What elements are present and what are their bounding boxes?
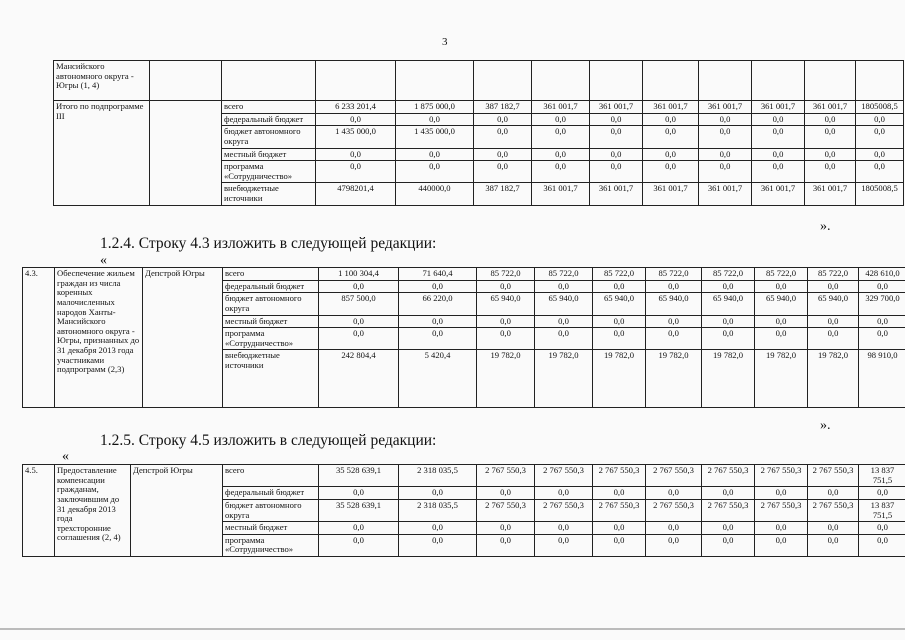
amount-cell: 0,0 [805,113,856,126]
amount-cell: 71 640,4 [399,268,477,281]
amount-cell: 0,0 [396,148,474,161]
amount-cell: 0,0 [859,315,905,328]
amount-cell: 0,0 [646,487,702,500]
amount-cell: 19 782,0 [593,350,646,408]
amount-cell: 0,0 [593,315,646,328]
amount-cell: 0,0 [643,148,699,161]
amount-cell: 361 001,7 [699,101,752,114]
amount-cell: 0,0 [755,280,808,293]
amount-cell: 0,0 [535,522,593,535]
amount-cell: 1 100 304,4 [319,268,399,281]
amount-cell: 85 722,0 [755,268,808,281]
empty-cell [316,61,396,101]
funding-source-label: местный бюджет [223,315,319,328]
executor-name: Депстрой Югры [131,465,223,557]
amount-cell: 0,0 [752,148,805,161]
section-heading-1-2-4: 1.2.4. Строку 4.3 изложить в следующей редакции: [100,235,437,252]
amount-cell: 0,0 [699,113,752,126]
amount-cell: 1805008,5 [856,101,904,114]
scan-bottom-edge [0,628,905,630]
amount-cell: 0,0 [399,280,477,293]
amount-cell: 0,0 [590,126,643,148]
empty-cell [396,61,474,101]
activity-name: Предоставление компенсации гражданам, заключившим до 31 декабря 2013 года трехсторонние соглашения (2, 4) [55,465,131,557]
empty-cell [699,61,752,101]
amount-cell: 0,0 [808,534,859,556]
amount-cell: 0,0 [535,328,593,350]
amount-cell: 0,0 [590,161,643,183]
funding-source-label: программа «Сотрудничество» [222,161,316,183]
amount-cell: 0,0 [399,315,477,328]
amount-cell: 2 767 550,3 [535,499,593,521]
amount-cell: 361 001,7 [643,183,699,205]
subprogram-3-total-table [53,60,904,206]
amount-cell: 0,0 [399,487,477,500]
amount-cell: 0,0 [755,328,808,350]
amount-cell: 0,0 [646,315,702,328]
amount-cell: 0,0 [477,534,535,556]
amount-cell: 0,0 [535,534,593,556]
amount-cell: 35 528 639,1 [319,499,399,521]
amount-cell: 0,0 [808,328,859,350]
funding-source-label: всего [223,465,319,487]
amount-cell: 0,0 [590,113,643,126]
amount-cell: 0,0 [646,280,702,293]
amount-cell: 0,0 [319,522,399,535]
amount-cell: 0,0 [808,522,859,535]
amount-cell: 1805008,5 [856,183,904,205]
funding-source-label: местный бюджет [223,522,319,535]
amount-cell: 361 001,7 [590,183,643,205]
amount-cell: 0,0 [702,534,755,556]
funding-source-label: федеральный бюджет [223,487,319,500]
amount-cell: 1 435 000,0 [316,126,396,148]
amount-cell: 0,0 [535,487,593,500]
amount-cell: 0,0 [643,113,699,126]
amount-cell: 0,0 [535,280,593,293]
amount-cell: 387 182,7 [474,101,532,114]
amount-cell: 19 782,0 [477,350,535,408]
amount-cell: 13 837 751,5 [859,499,905,521]
amount-cell: 0,0 [474,161,532,183]
amount-cell: 0,0 [856,148,904,161]
closing-quote-1: ». [820,219,831,234]
amount-cell: 0,0 [859,280,905,293]
amount-cell: 0,0 [752,113,805,126]
amount-cell: 4798201,4 [316,183,396,205]
amount-cell: 19 782,0 [808,350,859,408]
empty-cell [532,61,590,101]
amount-cell: 361 001,7 [805,183,856,205]
amount-cell: 387 182,7 [474,183,532,205]
amount-cell: 0,0 [532,126,590,148]
section-heading-1-2-5: 1.2.5. Строку 4.5 изложить в следующей редакции: [100,432,437,449]
row-4-5-table [22,464,905,557]
amount-cell: 2 767 550,3 [593,499,646,521]
amount-cell: 0,0 [699,148,752,161]
amount-cell: 66 220,0 [399,293,477,315]
amount-cell: 0,0 [805,148,856,161]
amount-cell: 35 528 639,1 [319,465,399,487]
amount-cell: 0,0 [755,534,808,556]
amount-cell: 0,0 [399,534,477,556]
funding-source-label: программа «Сотрудничество» [223,534,319,556]
opening-quote-3: « [62,449,69,464]
amount-cell: 5 420,4 [399,350,477,408]
amount-cell: 0,0 [399,328,477,350]
amount-cell: 0,0 [474,148,532,161]
amount-cell: 0,0 [702,315,755,328]
amount-cell: 0,0 [646,534,702,556]
amount-cell: 65 940,0 [755,293,808,315]
amount-cell: 0,0 [319,328,399,350]
amount-cell: 0,0 [702,280,755,293]
table-row [23,465,905,487]
amount-cell: 0,0 [593,522,646,535]
amount-cell: 0,0 [856,126,904,148]
amount-cell: 440000,0 [396,183,474,205]
empty-cell [222,61,316,101]
amount-cell: 0,0 [319,280,399,293]
amount-cell: 2 767 550,3 [535,465,593,487]
amount-cell: 19 782,0 [646,350,702,408]
amount-cell: 0,0 [702,328,755,350]
table-row [54,61,904,101]
amount-cell: 0,0 [808,315,859,328]
amount-cell: 0,0 [593,280,646,293]
amount-cell: 6 233 201,4 [316,101,396,114]
amount-cell: 0,0 [532,161,590,183]
amount-cell: 0,0 [699,161,752,183]
amount-cell: 0,0 [474,113,532,126]
amount-cell: 0,0 [474,126,532,148]
amount-cell: 19 782,0 [535,350,593,408]
funding-source-label: программа «Сотрудничество» [223,328,319,350]
amount-cell: 0,0 [593,534,646,556]
amount-cell: 19 782,0 [755,350,808,408]
amount-cell: 0,0 [859,487,905,500]
funding-source-label: всего [223,268,319,281]
empty-cell [752,61,805,101]
amount-cell: 0,0 [396,113,474,126]
amount-cell: 19 782,0 [702,350,755,408]
empty-cell [856,61,904,101]
amount-cell: 361 001,7 [752,183,805,205]
amount-cell: 2 767 550,3 [593,465,646,487]
amount-cell: 13 837 751,5 [859,465,905,487]
opening-quote-2: « [100,253,107,268]
amount-cell: 0,0 [477,315,535,328]
amount-cell: 0,0 [593,328,646,350]
amount-cell: 0,0 [702,487,755,500]
table-row [23,268,905,281]
amount-cell: 65 940,0 [808,293,859,315]
amount-cell: 0,0 [477,280,535,293]
amount-cell: 0,0 [859,522,905,535]
amount-cell: 85 722,0 [535,268,593,281]
amount-cell: 0,0 [316,148,396,161]
funding-source-label: всего [222,101,316,114]
amount-cell: 85 722,0 [646,268,702,281]
amount-cell: 0,0 [755,522,808,535]
amount-cell: 85 722,0 [593,268,646,281]
funding-source-label: бюджет автономного округа [222,126,316,148]
funding-source-label: федеральный бюджет [223,280,319,293]
amount-cell: 329 700,0 [859,293,905,315]
amount-cell: 0,0 [755,487,808,500]
amount-cell: 0,0 [535,315,593,328]
amount-cell: 0,0 [477,522,535,535]
amount-cell: 85 722,0 [702,268,755,281]
amount-cell: 0,0 [808,487,859,500]
amount-cell: 2 767 550,3 [477,499,535,521]
empty-cell [643,61,699,101]
amount-cell: 0,0 [805,126,856,148]
amount-cell: 0,0 [590,148,643,161]
amount-cell: 1 435 000,0 [396,126,474,148]
amount-cell: 0,0 [319,315,399,328]
subprogram-total-label: Итого по подпрограмме III [54,101,150,206]
amount-cell: 0,0 [646,328,702,350]
amount-cell: 65 940,0 [535,293,593,315]
activity-name: Обеспечение жильем граждан из числа коренных малочисленных народов Ханты-Мансийского автономного округа - Югры, признанных до 31 декабря 2013 года участниками подпрограмм (2,3) [55,268,143,408]
page-number: 3 [442,36,448,48]
amount-cell: 0,0 [396,161,474,183]
row-4-3-table [22,267,905,408]
amount-cell: 0,0 [859,328,905,350]
amount-cell: 361 001,7 [752,101,805,114]
amount-cell: 0,0 [477,328,535,350]
amount-cell: 2 767 550,3 [702,499,755,521]
funding-source-label: федеральный бюджет [222,113,316,126]
amount-cell: 85 722,0 [477,268,535,281]
empty-cell [590,61,643,101]
empty-cell [150,61,222,101]
funding-source-label: бюджет автономного округа [223,293,319,315]
amount-cell: 65 940,0 [477,293,535,315]
amount-cell: 0,0 [643,161,699,183]
amount-cell: 361 001,7 [805,101,856,114]
amount-cell: 0,0 [808,280,859,293]
amount-cell: 361 001,7 [590,101,643,114]
amount-cell: 0,0 [856,161,904,183]
executor-cell [150,101,222,206]
row-number: 4.5. [23,465,55,557]
funding-source-label: внебюджетные источники [223,350,319,408]
amount-cell: 0,0 [319,534,399,556]
amount-cell: 361 001,7 [532,101,590,114]
amount-cell: 0,0 [532,148,590,161]
amount-cell: 65 940,0 [593,293,646,315]
amount-cell: 0,0 [856,113,904,126]
amount-cell: 2 767 550,3 [808,499,859,521]
amount-cell: 2 318 035,5 [399,499,477,521]
amount-cell: 0,0 [316,113,396,126]
empty-cell [474,61,532,101]
amount-cell: 0,0 [643,126,699,148]
amount-cell: 2 318 035,5 [399,465,477,487]
row-number: 4.3. [23,268,55,408]
amount-cell: 857 500,0 [319,293,399,315]
amount-cell: 2 767 550,3 [808,465,859,487]
amount-cell: 361 001,7 [643,101,699,114]
table-row [54,101,904,114]
funding-source-label: бюджет автономного округа [223,499,319,521]
amount-cell: 0,0 [752,161,805,183]
amount-cell: 2 767 550,3 [755,499,808,521]
amount-cell: 2 767 550,3 [702,465,755,487]
amount-cell: 0,0 [755,315,808,328]
amount-cell: 0,0 [805,161,856,183]
amount-cell: 2 767 550,3 [646,499,702,521]
amount-cell: 242 804,4 [319,350,399,408]
executor-name: Депстрой Югры [143,268,223,408]
amount-cell: 0,0 [646,522,702,535]
amount-cell: 361 001,7 [699,183,752,205]
amount-cell: 0,0 [319,487,399,500]
amount-cell: 0,0 [532,113,590,126]
amount-cell: 0,0 [593,487,646,500]
amount-cell: 65 940,0 [702,293,755,315]
amount-cell: 1 875 000,0 [396,101,474,114]
empty-cell [805,61,856,101]
amount-cell: 361 001,7 [532,183,590,205]
amount-cell: 2 767 550,3 [477,465,535,487]
amount-cell: 0,0 [859,534,905,556]
amount-cell: 0,0 [752,126,805,148]
amount-cell: 0,0 [316,161,396,183]
amount-cell: 2 767 550,3 [755,465,808,487]
amount-cell: 0,0 [399,522,477,535]
amount-cell: 0,0 [477,487,535,500]
amount-cell: 85 722,0 [808,268,859,281]
amount-cell: 65 940,0 [646,293,702,315]
funding-source-label: внебюджетные источники [222,183,316,205]
amount-cell: 428 610,0 [859,268,905,281]
amount-cell: 98 910,0 [859,350,905,408]
amount-cell: 2 767 550,3 [646,465,702,487]
amount-cell: 0,0 [702,522,755,535]
funding-source-label: местный бюджет [222,148,316,161]
closing-quote-2: ». [820,418,831,433]
amount-cell: 0,0 [699,126,752,148]
program-name-continued: Мансийского автономного округа - Югры (1, 4) [54,61,150,101]
